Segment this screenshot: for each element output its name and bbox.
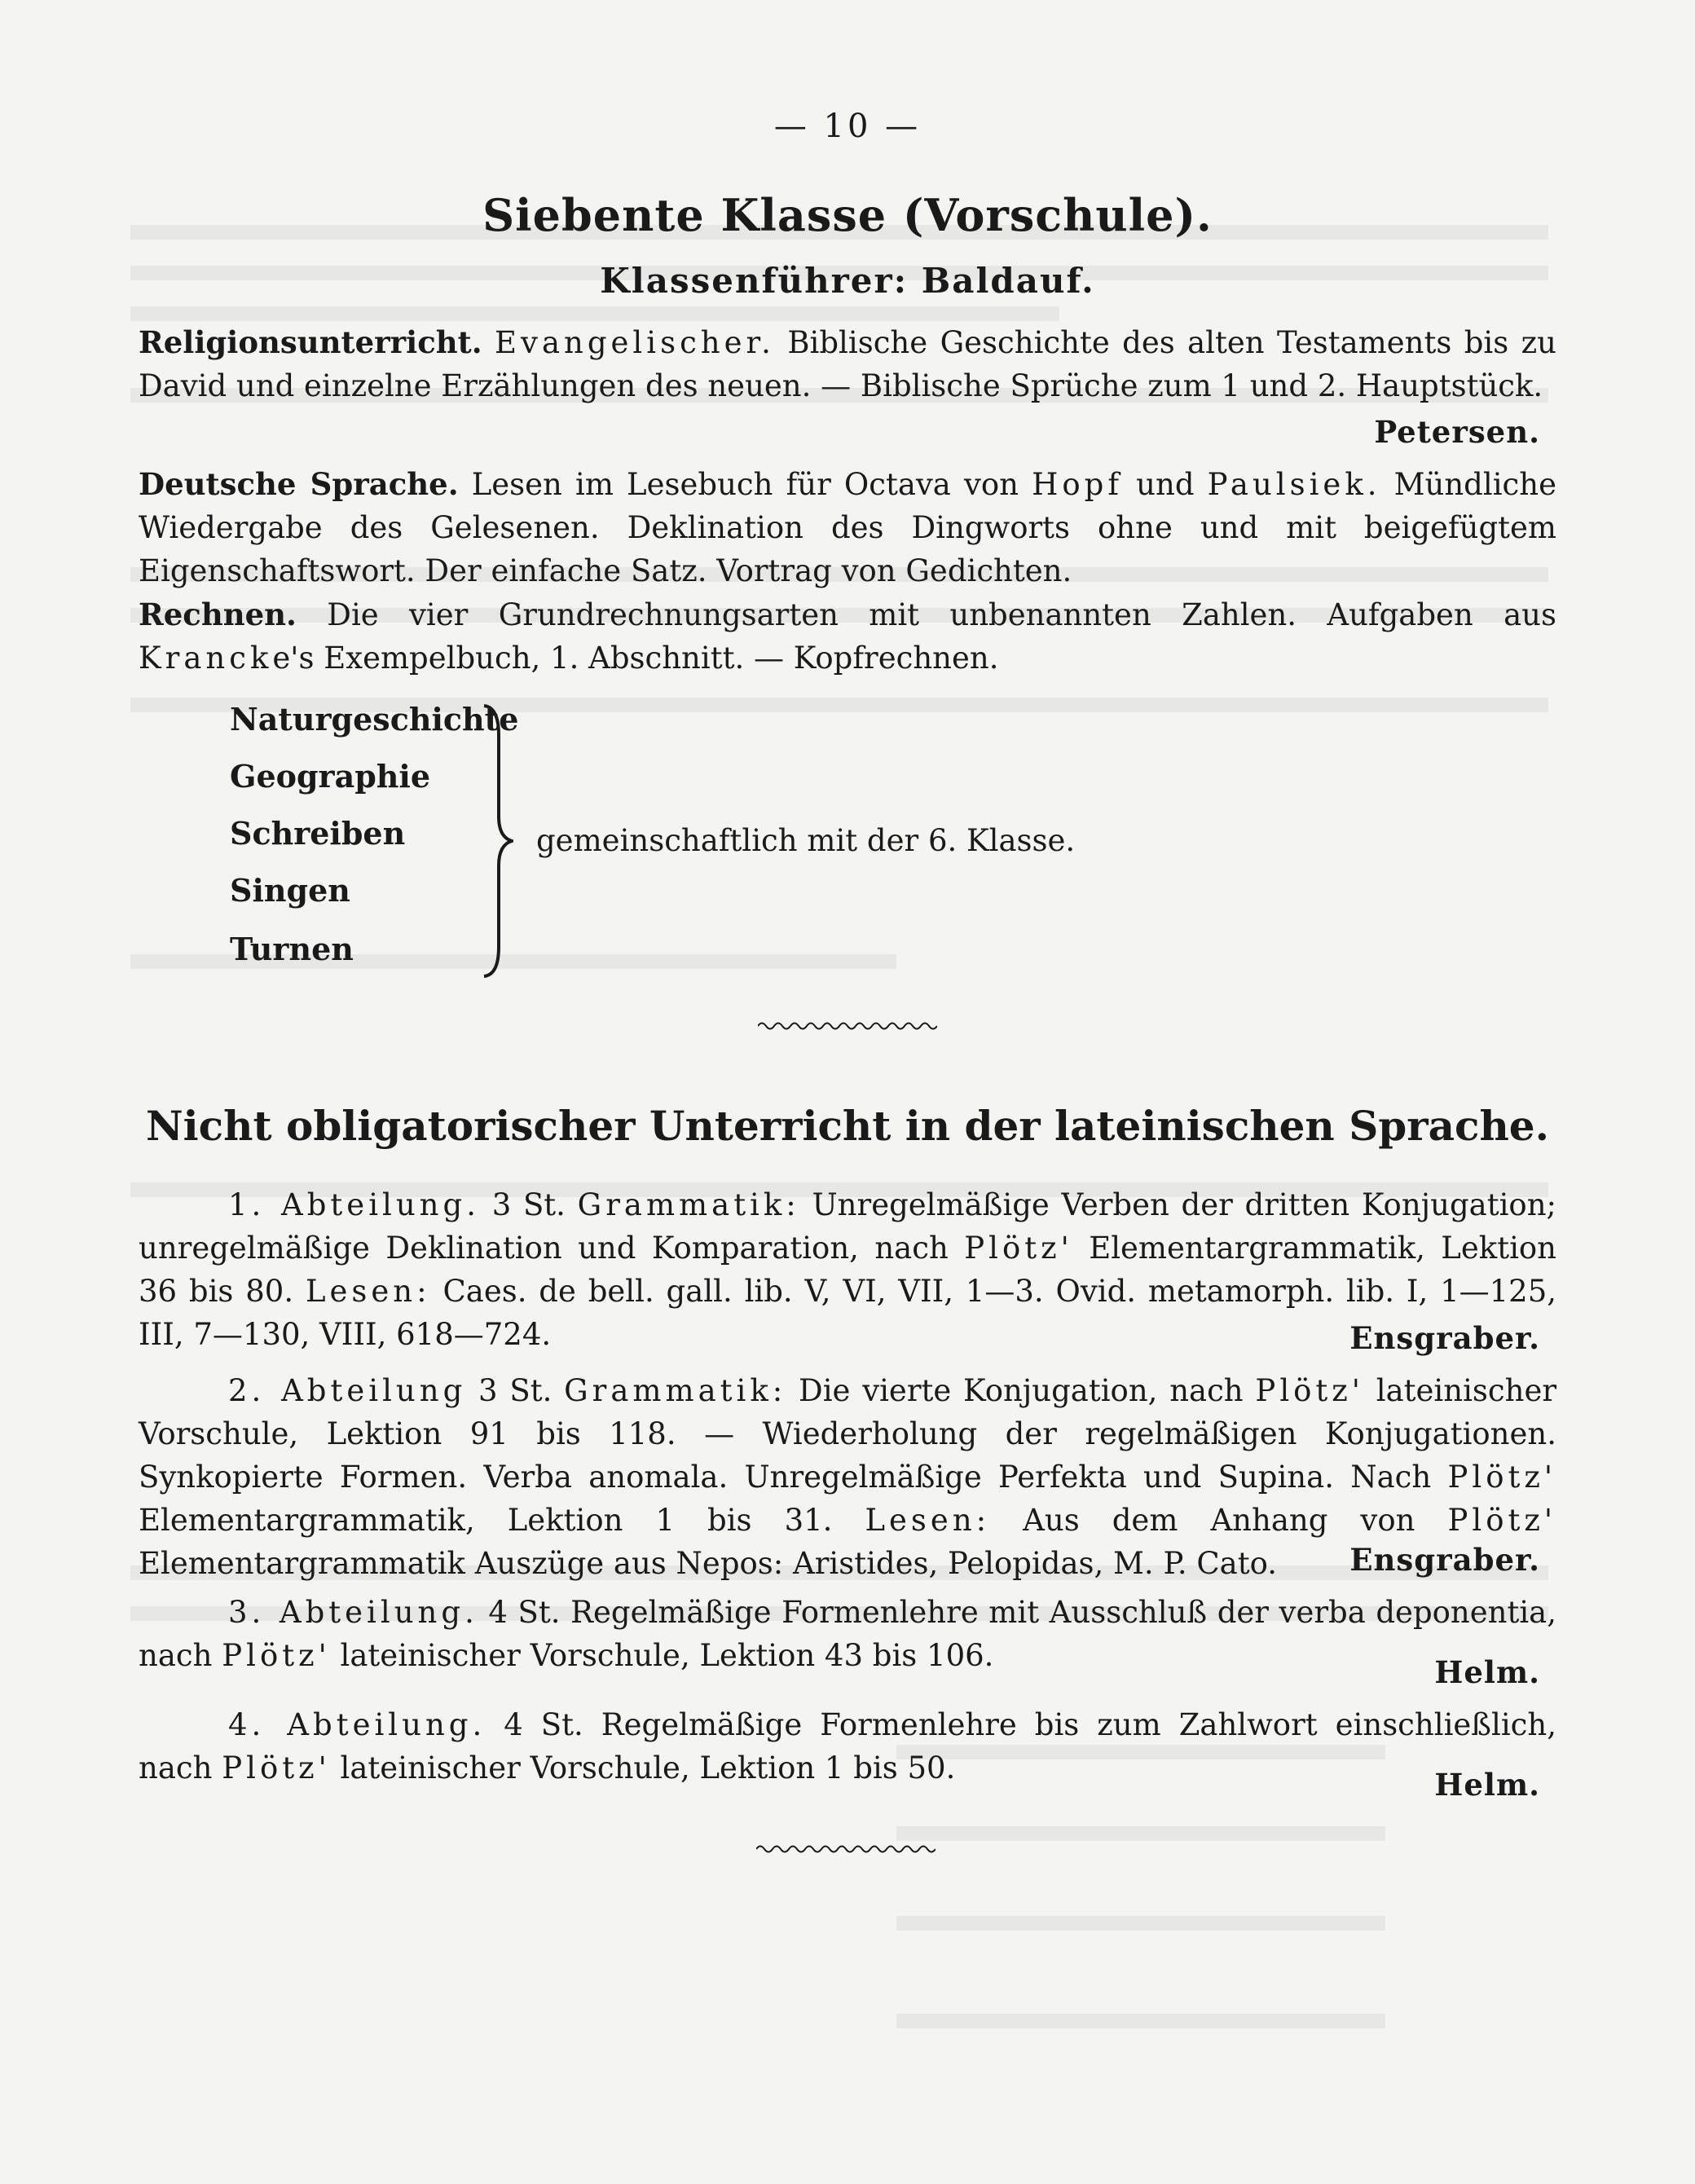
abt1-ploetz: Plötz' — [964, 1231, 1073, 1266]
abt1-text-1: Unregelmäßige Verben der dritten Konjugation; unregelmäßige Deklination und Komparation, nach — [139, 1187, 1556, 1266]
latin-abteilung-3 — [139, 1591, 1556, 1677]
abt1-grammatik: Grammatik: — [577, 1187, 800, 1222]
abt2-grammatik: Grammatik: — [564, 1373, 787, 1408]
deutsch-text-1: Lesen im Lesebuch für Octava von — [471, 467, 1019, 502]
abt2-text-1: Die vierte Konjugation, nach — [799, 1373, 1244, 1408]
abt4-label: 4. Abteilung. — [228, 1707, 486, 1742]
abt3-ploetz: Plötz' — [222, 1638, 331, 1673]
deutsch-und: und — [1136, 467, 1195, 502]
abt1-hours: 3 St. — [491, 1187, 566, 1222]
abt2-text-5: Elementargrammatik Auszüge aus Nepos: Aristides, Pelopidas, M. P. Cato. — [139, 1546, 1277, 1581]
shared-subject: Singen — [230, 872, 350, 909]
section-title-latin: Nicht obligatorischer Unterricht in der lateinischen Sprache. — [145, 1102, 1550, 1150]
abt3-text-1: Regelmäßige Formenlehre mit Ausschluß der verba deponentia, nach — [139, 1595, 1556, 1673]
rechnen-text-1: Die vier Grundrechnungsarten mit unbenannten Zahlen. Aufgaben aus — [327, 597, 1556, 632]
abt3-text-2: lateinischer Vorschule, Lektion 43 bis 106. — [340, 1638, 994, 1673]
shared-subject: Naturgeschichte — [230, 701, 519, 738]
rechnen-label: Rechnen. — [139, 597, 297, 632]
abt1-text-3: Caes. de bell. gall. lib. V, VI, VII, 1—3. Ovid. metamorph. lib. I, 1—125, III, 7—130, VIII, 618—724. — [139, 1274, 1557, 1352]
class-teacher-line: Klassenführer: Baldauf. — [600, 261, 1095, 301]
abt2-ploetz-2: Plötz' — [1447, 1460, 1557, 1495]
abt2-hours: 3 St. — [478, 1373, 553, 1408]
author-kranck: Kranck — [139, 641, 273, 676]
latin-abteilung-2 — [139, 1369, 1556, 1585]
latin-abteilung-1 — [139, 1183, 1556, 1356]
abt2-lesen: Lesen: — [865, 1503, 991, 1538]
section-divider — [758, 1020, 937, 1032]
abt3-signature: Helm. — [1434, 1654, 1540, 1690]
abt2-signature: Ensgraber. — [1349, 1542, 1540, 1578]
page-number: — 10 — — [773, 108, 922, 145]
rechnen-paragraph — [139, 593, 1556, 680]
author-hopf: Hopf — [1032, 467, 1124, 502]
abt1-text-2: Elementargrammatik, Lektion 36 bis 80. — [139, 1231, 1557, 1309]
deutsch-label: Deutsche Sprache. — [139, 466, 459, 502]
shared-subject: Schreiben — [230, 815, 406, 852]
abt2-text-3: Elementargrammatik, Lektion 1 bis 31. — [139, 1503, 833, 1538]
abt4-signature: Helm. — [1434, 1767, 1540, 1803]
shared-subject: Turnen — [230, 931, 354, 967]
abt1-signature: Ensgraber. — [1349, 1320, 1540, 1356]
religion-signature: Petersen. — [1374, 414, 1540, 450]
religion-label: Religionsunterricht. — [139, 324, 482, 360]
shared-subjects-note: gemeinschaftlich mit der 6. Klasse. — [536, 823, 1076, 858]
abt1-label: 1. Abteilung. — [228, 1187, 480, 1222]
deutsch-paragraph — [139, 463, 1556, 592]
section-title-vorschule: Siebente Klasse (Vorschule). — [482, 189, 1213, 241]
abt4-text-2: lateinischer Vorschule, Lektion 1 bis 50. — [340, 1750, 956, 1786]
abt4-text-1: Regelmäßige Formenlehre bis zum Zahlwort einschließlich, nach — [139, 1707, 1556, 1786]
end-divider — [756, 1843, 936, 1855]
abt2-text-2: lateinischer Vorschule, Lektion 91 bis 118. — Wiederholung der regelmäßigen Konjugationen. Synkopierte Formen. Verba anomala. Unregelmäßige Perfekta und Supina. Nach — [139, 1373, 1557, 1495]
author-paulsiek: Paulsiek. — [1207, 467, 1381, 502]
abt3-label: 3. Abteilung. — [228, 1595, 478, 1630]
deutsch-text-2: Mündliche Wiedergabe des Gelesenen. Deklination des Dingworts ohne und mit beigefügtem Eigenschaftswort. Der einfache Satz. Vortrag von Gedichten. — [139, 467, 1556, 588]
abt1-lesen: Lesen: — [305, 1274, 431, 1309]
religion-text: Biblische Geschichte des alten Testaments bis zu David und einzelne Erzählungen des neuen. — Biblische Sprüche zum 1 und 2. Hauptstück. — [139, 325, 1556, 403]
abt2-ploetz-3: Plötz' — [1447, 1503, 1557, 1538]
religion-denomination: Evangelischer. — [495, 325, 775, 360]
abt2-label: 2. Abteilung — [228, 1373, 467, 1408]
abt4-ploetz: Plötz' — [222, 1750, 331, 1786]
abt3-hours: 4 St. — [488, 1595, 561, 1630]
shared-subject: Geographie — [230, 758, 430, 795]
rechnen-text-2: e's Exempelbuch, 1. Abschnitt. — Kopfrechnen. — [272, 641, 999, 676]
curly-brace-icon — [481, 702, 513, 980]
latin-abteilung-4 — [139, 1703, 1556, 1790]
abt2-text-4: Aus dem Anhang von — [1023, 1503, 1415, 1538]
religion-paragraph — [139, 321, 1556, 407]
abt4-hours: 4 St. — [504, 1707, 583, 1742]
abt2-ploetz-1: Plötz' — [1255, 1373, 1364, 1408]
